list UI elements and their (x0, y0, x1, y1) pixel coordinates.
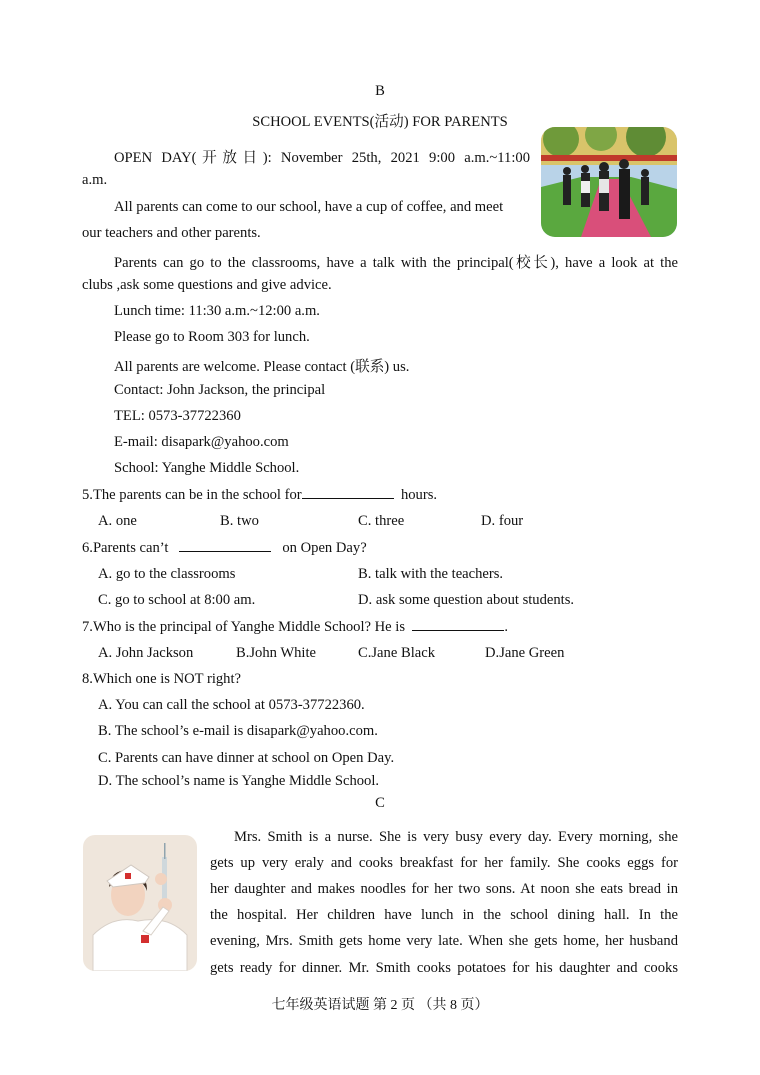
q7-option-c: C.Jane Black (358, 645, 436, 661)
q5-option-a: A. one (98, 513, 137, 529)
q8-option-c: C. Parents can have dinner at school on Open Day. (98, 750, 395, 766)
q8-option-a: A. You can call the school at 0573-37722360. (98, 697, 365, 713)
nurse-photo (83, 835, 197, 971)
para1-line2: our teachers and other parents. (82, 225, 261, 241)
section-b-title: SCHOOL EVENTS(活动) FOR PARENTS (252, 114, 508, 130)
q5-option-d: D. four (481, 513, 524, 529)
section-b-letter: B (375, 83, 385, 99)
lunch-time: Lunch time: 11:30 a.m.~12:00 a.m. (114, 303, 320, 319)
parents-walking-illustration (541, 127, 677, 237)
open-day-photo (541, 127, 677, 237)
answer-blank (302, 497, 394, 499)
section-c-letter: C (375, 795, 385, 811)
question-7-stem: 7.Who is the principal of Yanghe Middle School? He is . (82, 619, 508, 635)
answer-blank (179, 550, 271, 552)
email-line: E-mail: disapark@yahoo.com (114, 434, 289, 450)
q6-option-a: A. go to the classrooms (98, 566, 236, 582)
q8-option-d: D. The school’s name is Yanghe Middle School. (98, 773, 380, 789)
page-footer: 七年级英语试题 第 2 页 （共 8 页） (271, 998, 489, 1013)
open-day-line-cont: a.m. (82, 172, 108, 188)
q7-option-d: D.Jane Green (485, 645, 565, 661)
story-line-4: the hospital. Her children have lunch in the school dining hall. In the (210, 907, 678, 923)
question-6-stem: 6.Parents can’t on Open Day? (82, 540, 367, 556)
story-line-6: gets ready for dinner. Mr. Smith cooks potatoes for his daughter and cooks (210, 960, 678, 976)
welcome-line: All parents are welcome. Please contact (联系) us. (114, 359, 410, 375)
q7-option-b: B.John White (236, 645, 316, 661)
story-line-5: evening, Mrs. Smith gets home very late. When she gets home, her husband (210, 933, 678, 949)
q5-option-b: B. two (220, 513, 259, 529)
contact-line: Contact: John Jackson, the principal (114, 382, 326, 398)
q6-option-c: C. go to school at 8:00 am. (98, 592, 256, 608)
q5-option-c: C. three (358, 513, 405, 529)
nurse-illustration (83, 835, 197, 971)
story-line-1: Mrs. Smith is a nurse. She is very busy every day. Every morning, she (234, 829, 678, 845)
tel-line: TEL: 0573-37722360 (114, 408, 241, 424)
open-day-line: OPEN DAY(开放日): November 25th, 2021 9:00 a.m.~11:00 (114, 150, 530, 166)
para2-line1: Parents can go to the classrooms, have a talk with the principal(校长), have a look at the (114, 255, 678, 271)
para2-line2: clubs ,ask some questions and give advice. (82, 277, 332, 293)
question-8-stem: 8.Which one is NOT right? (82, 671, 242, 687)
q7-option-a: A. John Jackson (98, 645, 194, 661)
q6-option-b: B. talk with the teachers. (358, 566, 504, 582)
q8-option-b: B. The school’s e-mail is disapark@yahoo.com. (98, 723, 378, 739)
school-line: School: Yanghe Middle School. (114, 460, 300, 476)
para1-line1: All parents can come to our school, have a cup of coffee, and meet (114, 199, 504, 215)
q6-option-d: D. ask some question about students. (358, 592, 575, 608)
question-5-stem: 5.The parents can be in the school for hours. (82, 487, 438, 503)
story-line-3: her daughter and makes noodles for her two sons. At noon she eats bread in (210, 881, 678, 897)
answer-blank (412, 629, 504, 631)
story-line-2: gets up very eraly and cooks breakfast for her family. She cooks eggs for (210, 855, 678, 871)
lunch-room: Please go to Room 303 for lunch. (114, 329, 310, 345)
